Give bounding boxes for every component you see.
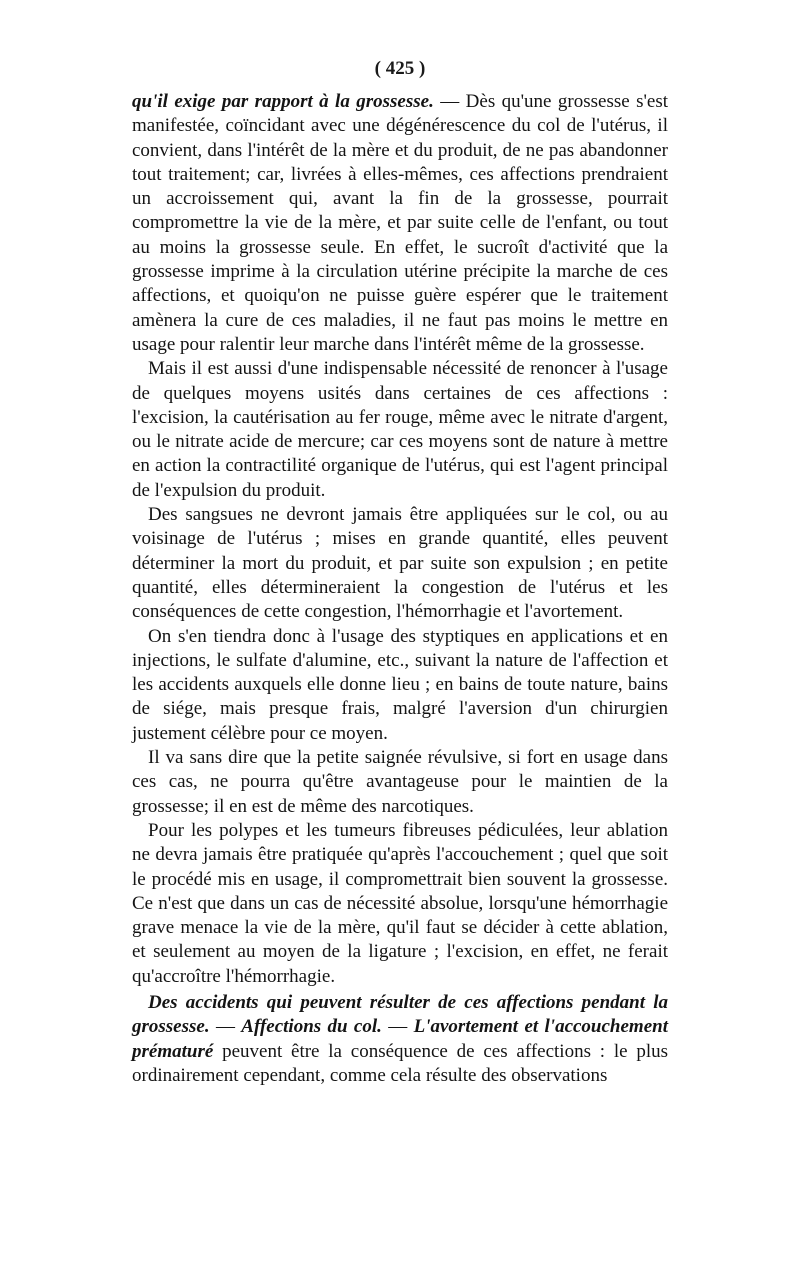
section-separator-1: — [209,1016,242,1038]
section-paragraph [132,991,668,1088]
paragraph-5: Il va sans dire que la petite saignée révulsive, si fort en usage dans ces cas, ne pourra qu'être avantageuse pour le maintien de la grossesse; il en est de même des narcotiques. [132,747,668,817]
section-separator-2: — [381,1016,414,1038]
body-text [132,90,668,1088]
paragraph-1-text: — Dès qu'une grossesse s'est manifestée, coïncidant avec une dégénérescence du col de l'utérus, il convient, dans l'intérêt de la mère et du produit, de ne pas abandonner tout traitement; car, livrées à elles-mêmes, ces affections prendraient un accroissement qui, avant la fin de la grossesse, pourrait compromettre la vie de la mère, et par suite celle de l'enfant, ou tout au moins la grossesse seule. En effet, le sucroît d'activité que la grossesse imprime à la circulation utérine précipite la marche de ces affections, et quoiqu'on ne puisse guère espérer que le traitement amènera la cure de ces maladies, il ne faut pas moins le mettre en usage pour ralentir leur marche dans l'intérêt même de la grossesse. [132,91,668,355]
section-subheading: Affections du col. [241,1016,382,1038]
paragraph-6: Pour les polypes et les tumeurs fibreuses pédiculées, leur ablation ne devra jamais être pratiquée qu'après l'accouchement ; quel que soit le procédé mis en usage, il compromettrait bien souvent la grossesse. Ce n'est que dans un cas de nécessité absolue, lorsqu'une hémorrhagie grave menace la vie de la mère, qu'il faut se décider à cette ablation, et seulement au moyen de la ligature ; l'excision, en effet, ne ferait qu'accroître l'hémorrhagie. [132,819,668,987]
paragraph-1 [132,90,668,357]
paragraph-4: On s'en tiendra donc à l'usage des styptiques en applications et en injections, le sulfate d'alumine, etc., suivant la nature de l'affection et les accidents auxquels elle donne lieu ; en bains de toute nature, bains de siége, mais presque frais, malgré l'aversion d'un chirurgien justement célèbre pour ce moyen. [132,625,668,744]
paragraph-2: Mais il est aussi d'une indispensable nécessité de renoncer à l'usage de quelques moyens usités dans certaines de ces affections : l'excision, la cautérisation au fer rouge, même avec le nitrate d'argent, ou le nitrate acide de mercure; car ces moyens sont de nature à mettre en action la contractilité organique de l'utérus, qui est l'agent principal de l'expulsion du produit. [132,358,668,501]
paragraph-3: Des sangsues ne devront jamais être appliquées sur le col, ou au voisinage de l'utérus ; mises en grande quantité, elles peuvent déterminer la mort du produit, et par suite son expulsion ; en petite quantité, elles détermineraient la congestion de l'utérus et les conséquences de cette congestion, l'hémorrhagie et l'avortement. [132,504,668,623]
section-text: peuvent être la conséquence de ces affections : le plus ordinairement cependant, comme cela résulte des observations [132,1040,668,1086]
section-italic-lead: L'avortement et l'accouchement prématuré [132,1016,668,1062]
section-heading: Des accidents qui peuvent résulter de ces affections pendant la grossesse. [132,991,668,1038]
paragraph-1-italic-lead: qu'il exige par rapport à la grossesse. [132,91,434,112]
page-number: ( 425 ) [374,58,426,79]
